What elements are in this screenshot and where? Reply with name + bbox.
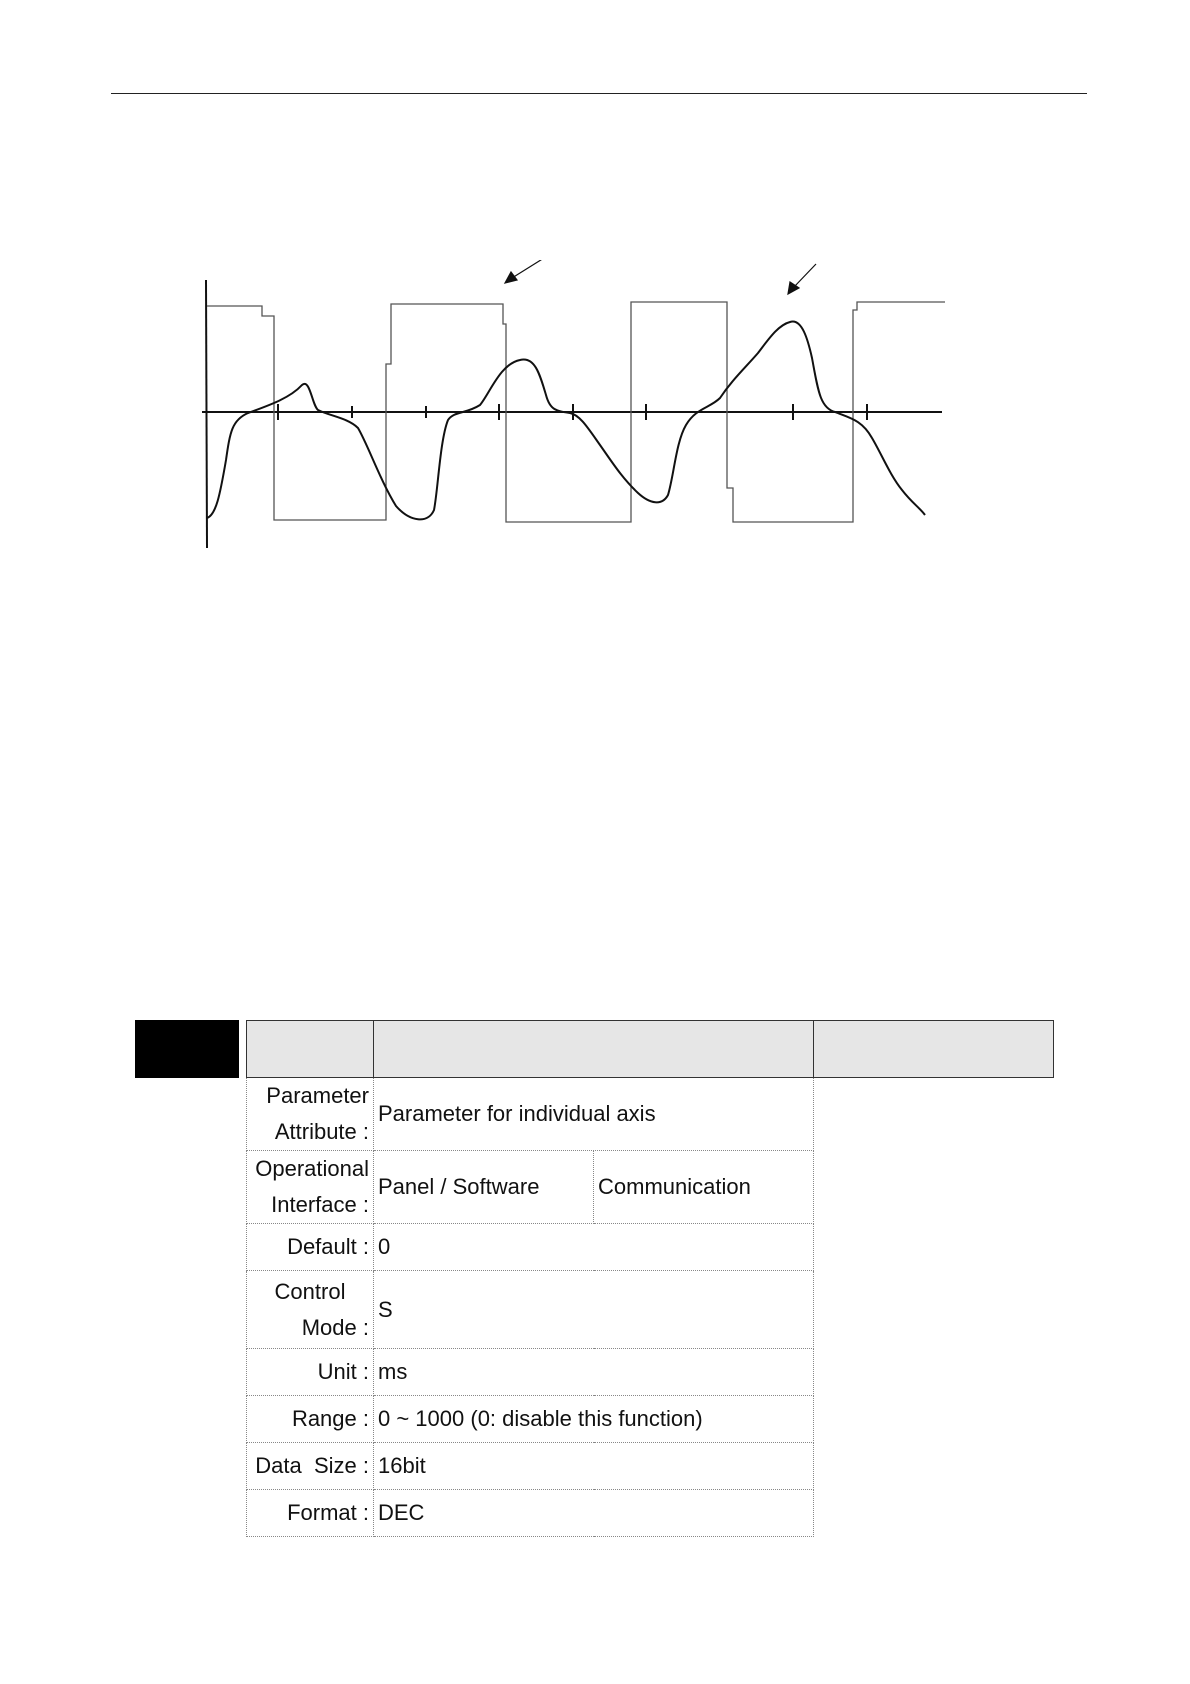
- row-parameter-attribute: [247, 1078, 1054, 1151]
- header-rule: [111, 93, 1087, 94]
- label-data-size: Data Size :: [247, 1443, 374, 1490]
- waveform-figure: [190, 260, 950, 560]
- label-control-mode: [247, 1271, 374, 1349]
- label-line-1: Parameter: [266, 1083, 369, 1108]
- label-line-2: Attribute :: [274, 1119, 369, 1144]
- parameter-header-row: [247, 1021, 1054, 1078]
- header-cell-address: [814, 1021, 1054, 1078]
- annotation-arrows: [505, 260, 816, 294]
- value-default: 0: [374, 1224, 814, 1271]
- label-unit: Unit :: [247, 1349, 374, 1396]
- label-range: Range :: [247, 1396, 374, 1443]
- header-cell-code: [247, 1021, 374, 1078]
- label-format: Format :: [247, 1490, 374, 1537]
- parameter-table: [246, 1020, 1054, 1537]
- value-parameter-attribute: Parameter for individual axis: [374, 1078, 814, 1151]
- response-curve: [207, 322, 925, 520]
- header-cell-name: [374, 1021, 814, 1078]
- parameter-code-tab: [135, 1020, 239, 1078]
- label-default: Default :: [247, 1224, 374, 1271]
- value-data-size: 16bit: [374, 1443, 814, 1490]
- value-unit: ms: [374, 1349, 814, 1396]
- value-format: DEC: [374, 1490, 814, 1537]
- value-range: 0 ~ 1000 (0: disable this function): [374, 1396, 814, 1443]
- blank-column: [814, 1078, 1054, 1537]
- y-axis: [206, 280, 207, 548]
- label-operational-interface: [247, 1151, 374, 1224]
- label-line-1: Control: [274, 1278, 346, 1304]
- value-interface-panel: Panel / Software: [374, 1151, 594, 1224]
- value-interface-communication: Communication: [594, 1151, 814, 1224]
- label-line-1: Operational: [255, 1156, 369, 1181]
- label-line-2: Mode :: [301, 1314, 369, 1340]
- label-parameter-attribute: [247, 1078, 374, 1151]
- value-control-mode: S: [374, 1271, 814, 1349]
- label-line-2: Interface :: [271, 1192, 369, 1217]
